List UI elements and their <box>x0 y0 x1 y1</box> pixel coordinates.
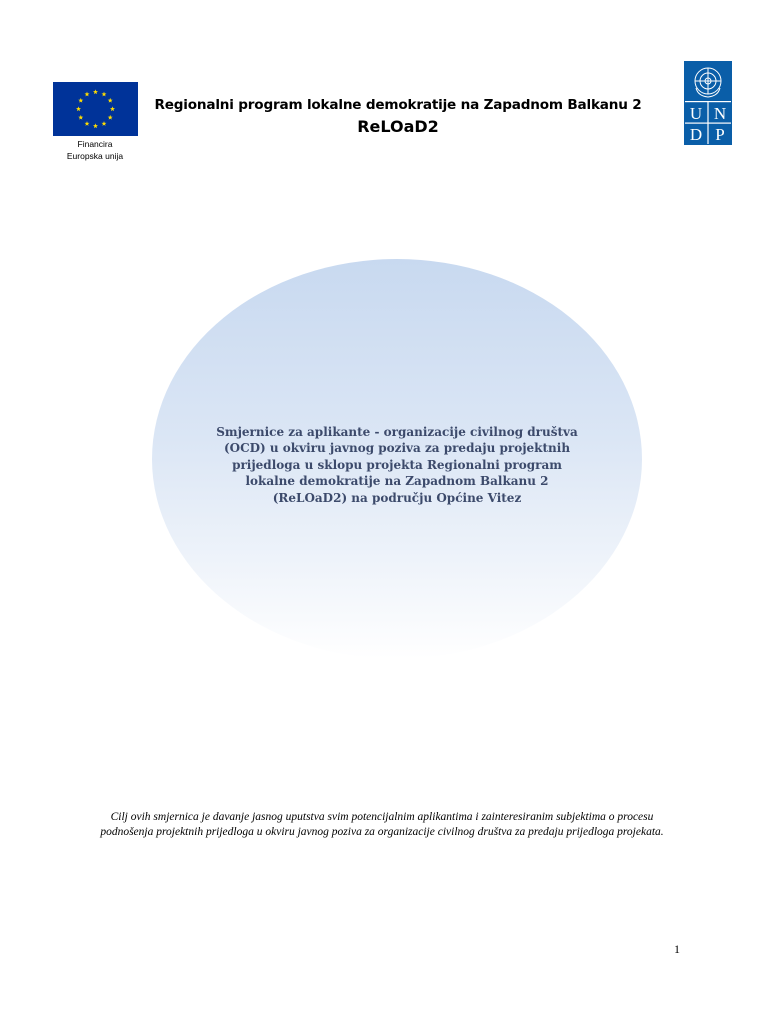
intro-paragraph: Cilj ovih smjernica je davanje jasnog uputstva svim potencijalnim aplikantima i zainteresiranim subjektima o procesu podnošenja projektnih prijedloga u okviru javnog poziva za organizacije civilnog društva za predaju prijedloga projekata. <box>100 811 664 839</box>
undp-logo-icon <box>684 61 732 145</box>
eu-star-icon <box>93 89 98 94</box>
program-header <box>148 97 648 136</box>
undp-letter: U <box>689 104 703 123</box>
document-heading: Smjernice za aplikante - organizacije civilnog društva (OCD) u okviru javnog poziva za predaju projektnih prijedloga u sklopu projekta Regionalni program lokalne demokratije na Zapadnom Balkanu 2 (ReLOaD2) na području Općine Vitez <box>216 425 578 505</box>
page-number: 1 <box>674 942 680 956</box>
eu-caption <box>40 139 150 162</box>
eu-star-icon <box>78 98 83 103</box>
eu-star-icon <box>85 121 90 126</box>
eu-star-icon <box>93 123 98 128</box>
eu-star-icon <box>85 92 90 97</box>
eu-caption-line: Europska unija <box>66 150 124 161</box>
eu-flag-icon <box>53 82 138 136</box>
eu-star-icon <box>108 98 113 103</box>
eu-star-icon <box>102 121 107 126</box>
program-acronym: ReLOaD2 <box>357 117 439 136</box>
undp-letter: D <box>689 125 703 144</box>
eu-caption-line: Financira <box>77 139 113 149</box>
eu-star-icon <box>76 106 81 111</box>
eu-star-icon <box>108 115 113 120</box>
eu-star-icon <box>110 106 115 111</box>
undp-letter: P <box>715 125 725 144</box>
eu-star-icon <box>102 92 107 97</box>
eu-star-icon <box>78 115 83 120</box>
undp-letter: N <box>713 104 727 123</box>
program-title: Regionalni program lokalne demokratije na Zapadnom Balkanu 2 <box>154 97 642 113</box>
